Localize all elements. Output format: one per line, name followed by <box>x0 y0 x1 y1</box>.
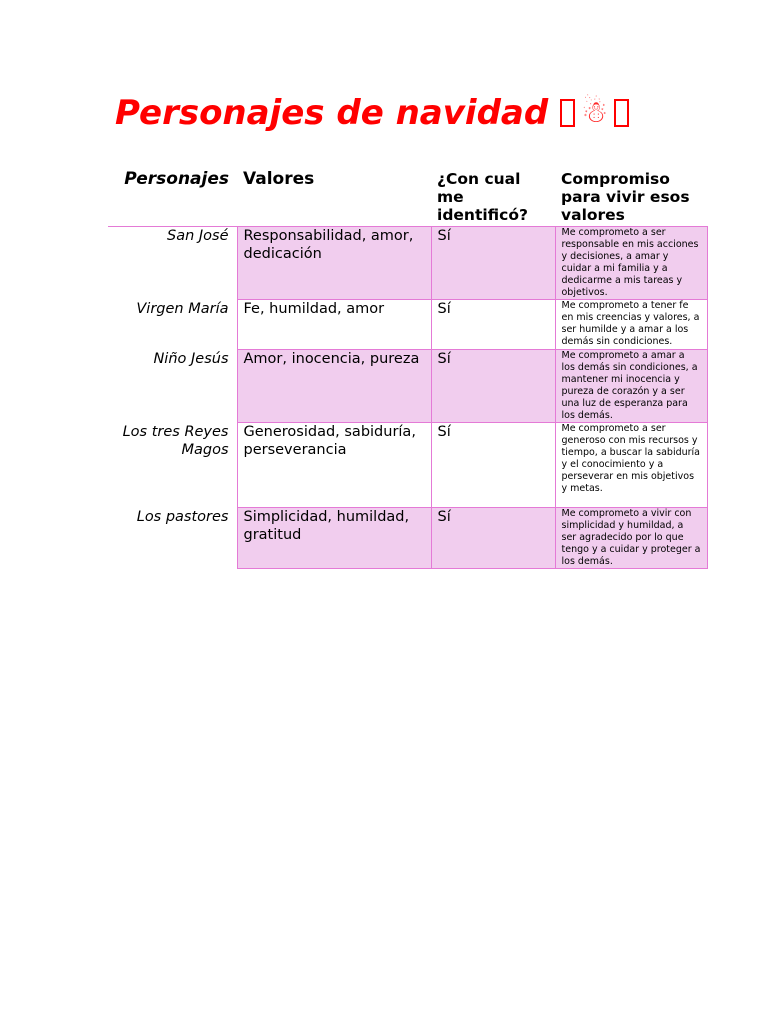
table-row <box>108 227 707 300</box>
header-identified: ¿Con cual me identificó? <box>431 166 555 227</box>
header-personajes: Personajes <box>108 166 237 227</box>
character-identified: Sí <box>431 227 555 300</box>
table-row <box>108 423 707 508</box>
character-values: Fe, humildad, amor <box>237 300 431 350</box>
table-row <box>108 300 707 350</box>
character-identified: Sí <box>431 423 555 508</box>
box-glyph-icon <box>560 99 575 127</box>
character-identified: Sí <box>431 508 555 569</box>
character-values: Responsabilidad, amor, dedicación <box>237 227 431 300</box>
header-valores: Valores <box>237 166 431 227</box>
table-header-row <box>108 166 707 227</box>
page-title <box>115 92 629 134</box>
character-name: Los tres Reyes Magos <box>122 423 229 458</box>
box-glyph-icon <box>614 99 629 127</box>
character-name: Los pastores <box>136 508 229 525</box>
characters-table <box>108 166 708 569</box>
character-values: Amor, inocencia, pureza <box>237 350 431 423</box>
snowman-icon: ☃ <box>581 95 609 130</box>
character-values: Generosidad, sabiduría, perseverancia <box>237 423 431 508</box>
character-commitment: Me comprometo a tener fe en mis creencias y valores, a ser humilde y a amar a los demás sin condiciones. <box>555 300 707 350</box>
character-values: Simplicidad, humildad, gratitud <box>237 508 431 569</box>
character-commitment: Me comprometo a ser generoso con mis recursos y tiempo, a buscar la sabiduría y el conocimiento y a perseverar en mis objetivos y metas. <box>555 423 707 508</box>
table-row <box>108 508 707 569</box>
character-commitment: Me comprometo a ser responsable en mis acciones y decisiones, a amar y cuidar a mi familia y a dedicarme a mis tareas y objetivos. <box>555 227 707 300</box>
character-identified: Sí <box>431 350 555 423</box>
header-commitment: Compromiso para vivir esos valores <box>555 166 707 227</box>
character-name: Niño Jesús <box>153 350 229 367</box>
page-title-text: Personajes de navidad <box>115 93 549 133</box>
character-name: San José <box>166 228 229 244</box>
character-commitment: Me comprometo a amar a los demás sin condiciones, a mantener mi inocencia y pureza de corazón y a ser una luz de esperanza para los demás. <box>555 350 707 423</box>
table-row <box>108 350 707 423</box>
character-name: Virgen María <box>136 300 229 317</box>
character-identified: Sí <box>431 300 555 350</box>
character-commitment: Me comprometo a vivir con simplicidad y humildad, a ser agradecido por lo que tengo y a cuidar y proteger a los demás. <box>555 508 707 569</box>
